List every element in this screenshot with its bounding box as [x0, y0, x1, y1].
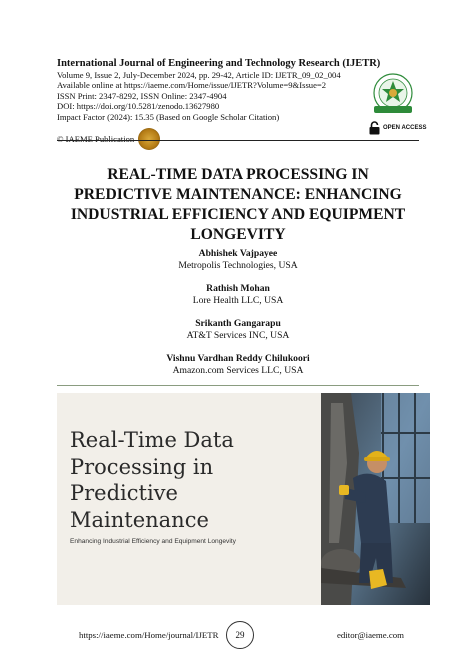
paper-title: REAL-TIME DATA PROCESSING IN PREDICTIVE MAINTENANCE: ENHANCING INDUSTRIAL EFFICIENCY AND EQUIPMENT LONGEVITY: [70, 166, 406, 243]
author-block: [57, 318, 419, 342]
banner-subtitle: Enhancing Industrial Efficiency and Equipment Longevity: [70, 538, 236, 545]
available-online-line[interactable]: Available online at https://iaeme.com/Home/issue/IJETR?Volume=9&Issue=2: [57, 80, 327, 91]
footer-email-link[interactable]: editor@iaeme.com: [337, 630, 404, 640]
author-block: [57, 353, 419, 377]
footer-journal-link[interactable]: https://iaeme.com/Home/journal/IJETR: [79, 630, 219, 640]
banner-title: Real-Time Data Processing in Predictive Maintenance: [70, 428, 234, 532]
journal-header: [57, 57, 381, 122]
author-name: Srikanth Gangarapu: [195, 318, 281, 329]
journal-logo-icon: [368, 72, 418, 118]
header-divider: [57, 140, 419, 141]
author-affiliation: Metropolis Technologies, USA: [178, 260, 298, 271]
section-divider: [57, 385, 419, 386]
doi-line[interactable]: DOI: https://doi.org/10.5281/zenodo.13627980: [57, 101, 220, 112]
open-access-text: OPEN ACCESS: [383, 125, 427, 131]
author-affiliation: Lore Health LLC, USA: [192, 295, 284, 306]
publisher-name: © IAEME Publication: [57, 134, 135, 144]
issn-line: ISSN Print: 2347-8292, ISSN Online: 2347-4904: [57, 90, 227, 101]
author-block: [57, 248, 419, 272]
publisher-line: [57, 128, 160, 150]
journal-name: International Journal of Engineering and Technology Research (IJETR): [57, 58, 381, 69]
page-number: 29: [226, 621, 254, 649]
author-affiliation: AT&T Services INC, USA: [186, 330, 290, 341]
publication-badge-icon: [138, 128, 160, 150]
author-name: Abhishek Vajpayee: [198, 248, 278, 259]
volume-line: Volume 9, Issue 2, July-December 2024, pp. 29-42, Article ID: IJETR_09_02_004: [57, 70, 341, 80]
author-name: Vishnu Vardhan Reddy Chilukoori: [166, 353, 310, 364]
impact-factor-line: Impact Factor (2024): 15.35 (Based on Google Scholar Citation): [57, 111, 280, 122]
author-block: [57, 283, 419, 307]
cover-banner: [57, 393, 430, 605]
author-affiliation: Amazon.com Services LLC, USA: [172, 365, 304, 376]
worker-photo: [321, 393, 430, 605]
open-access-label: [369, 121, 426, 135]
author-name: Rathish Mohan: [206, 283, 270, 294]
author-list: [57, 248, 419, 388]
lock-icon: [369, 121, 380, 135]
